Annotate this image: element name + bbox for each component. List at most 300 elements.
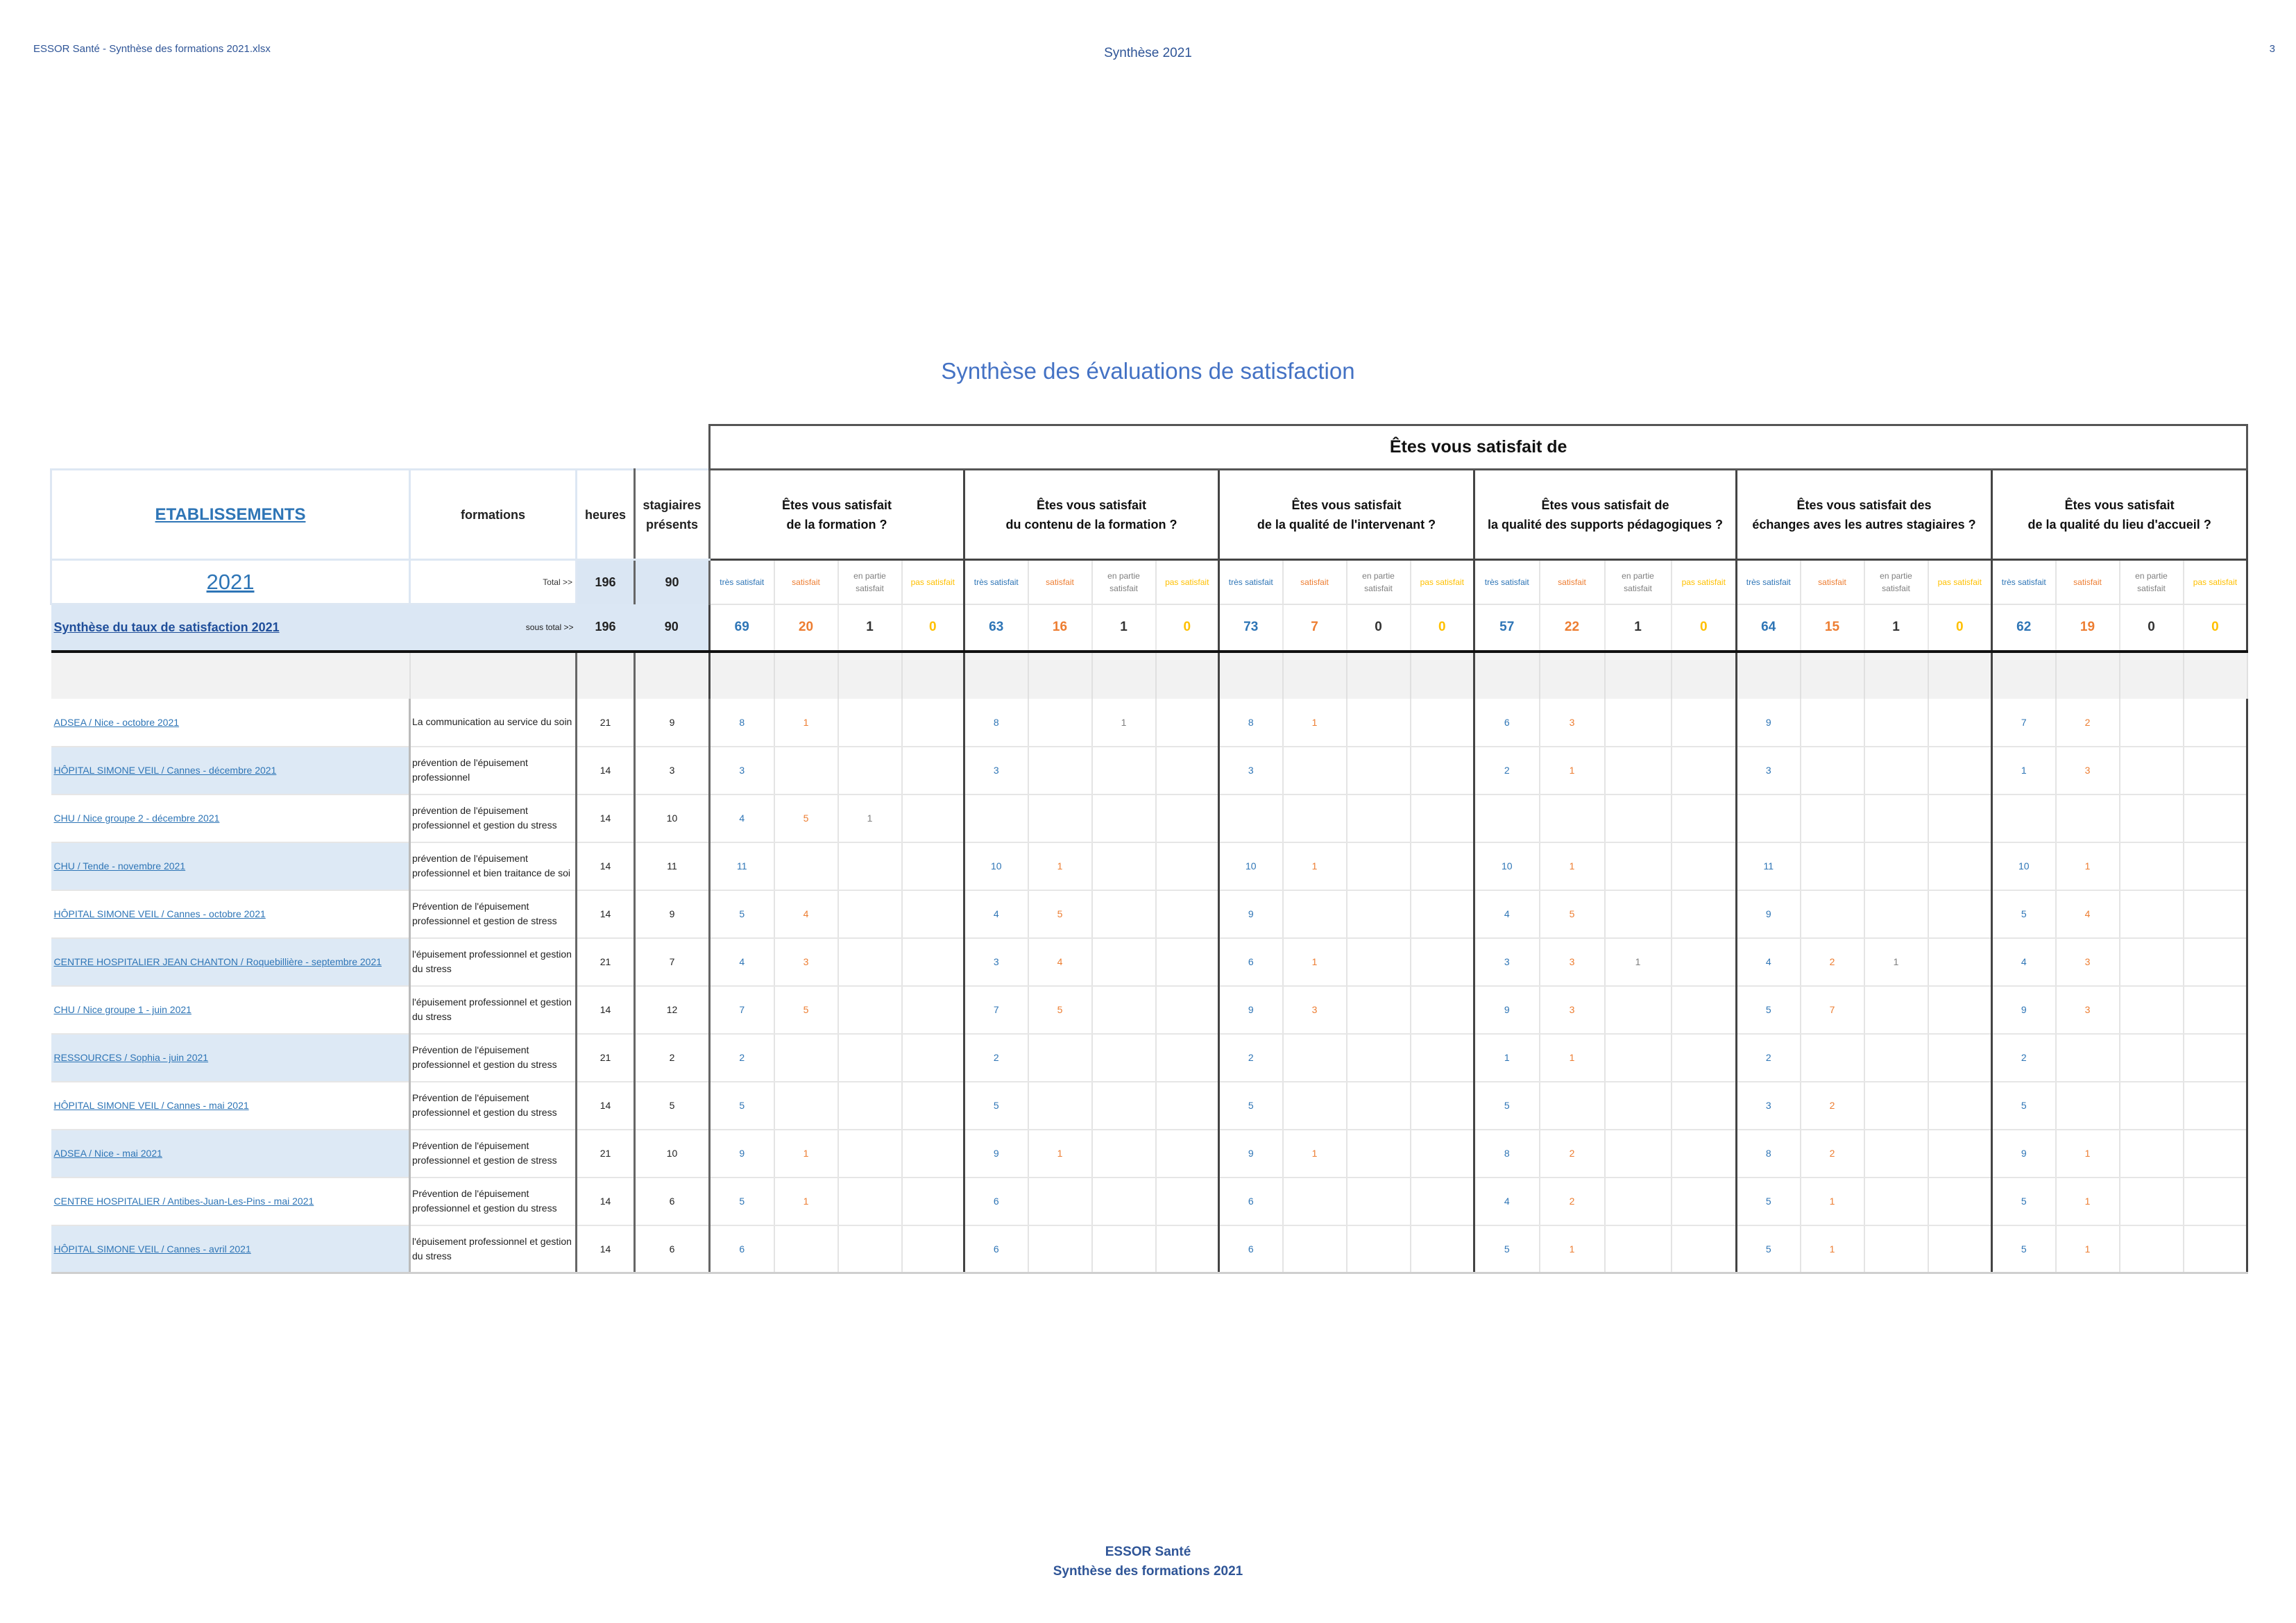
rating-count xyxy=(1347,699,1411,747)
rating-count xyxy=(1156,699,1219,747)
spacer-cell xyxy=(2056,652,2120,699)
heures-cell: 14 xyxy=(577,986,635,1034)
rating-count: 1 xyxy=(2056,842,2120,890)
synthesis-value: 0 xyxy=(1156,604,1219,652)
stagiaires-cell: 5 xyxy=(635,1082,710,1130)
rating-count xyxy=(902,1082,964,1130)
rating-count: 5 xyxy=(710,890,774,938)
rating-count xyxy=(1672,1130,1737,1178)
rating-count: 10 xyxy=(1474,842,1540,890)
rating-count: 2 xyxy=(1737,1034,1801,1082)
rating-count: 9 xyxy=(1219,986,1283,1034)
synthesis-heures: 196 xyxy=(577,604,635,652)
rating-count xyxy=(1156,794,1219,842)
sous-total-label: sous total >> xyxy=(410,604,577,652)
rating-count: 9 xyxy=(1474,986,1540,1034)
rating-count: 5 xyxy=(710,1178,774,1225)
rating-count xyxy=(1672,794,1737,842)
rating-count xyxy=(1411,986,1474,1034)
rating-count xyxy=(902,1034,964,1082)
heures-cell: 14 xyxy=(577,842,635,890)
rating-count xyxy=(902,1225,964,1273)
table-row xyxy=(51,1178,2247,1225)
rating-count xyxy=(2120,1082,2184,1130)
rating-count xyxy=(1283,1178,1347,1225)
question-header: Êtes vous satisfait de la formation ? xyxy=(710,470,964,560)
heures-cell: 14 xyxy=(577,1225,635,1273)
rating-count xyxy=(1347,986,1411,1034)
rating-count: 11 xyxy=(710,842,774,890)
rating-count xyxy=(1605,986,1672,1034)
rating-count xyxy=(902,794,964,842)
table-row xyxy=(51,747,2247,794)
spacer-cell xyxy=(1283,652,1347,699)
rating-count xyxy=(1540,1082,1605,1130)
establishment-cell xyxy=(51,842,410,890)
rating-count xyxy=(838,1178,902,1225)
rating-count: 1 xyxy=(1605,938,1672,986)
table-caption: Êtes vous satisfait de xyxy=(710,425,2247,470)
rating-count xyxy=(2120,1225,2184,1273)
rating-count: 2 xyxy=(1801,938,1864,986)
rating-count xyxy=(1092,938,1156,986)
rating-count xyxy=(1672,842,1737,890)
rating-count xyxy=(1411,1034,1474,1082)
rating-count xyxy=(1928,938,1992,986)
level-label: très satisfait xyxy=(1992,560,2056,604)
rating-count xyxy=(1156,1082,1219,1130)
rating-count xyxy=(1028,1082,1092,1130)
rating-count: 6 xyxy=(1219,938,1283,986)
rating-count xyxy=(1928,842,1992,890)
rating-count xyxy=(1672,1225,1737,1273)
establishment-cell xyxy=(51,794,410,842)
synthesis-value: 15 xyxy=(1801,604,1864,652)
rating-count: 3 xyxy=(2056,986,2120,1034)
establishment-link[interactable]: CENTRE HOSPITALIER / Antibes-Juan-Les-Pins - mai 2021 xyxy=(53,1196,314,1207)
establishment-link[interactable]: HÔPITAL SIMONE VEIL / Cannes - décembre 2021 xyxy=(53,765,277,776)
rating-count: 2 xyxy=(1474,747,1540,794)
formation-cell: Prévention de l'épuisement professionnel et gestion du stress xyxy=(410,1082,577,1130)
establishment-cell xyxy=(51,890,410,938)
rating-count: 1 xyxy=(2056,1178,2120,1225)
rating-count xyxy=(1801,890,1864,938)
rating-count xyxy=(1347,1130,1411,1178)
rating-count: 9 xyxy=(964,1130,1028,1178)
establishment-link[interactable]: CHU / Tende - novembre 2021 xyxy=(53,860,186,872)
stagiaires-cell: 12 xyxy=(635,986,710,1034)
rating-count: 3 xyxy=(2056,938,2120,986)
rating-count: 1 xyxy=(1283,699,1347,747)
spacer-cell xyxy=(838,652,902,699)
rating-count: 11 xyxy=(1737,842,1801,890)
rating-count xyxy=(1672,890,1737,938)
spacer-cell xyxy=(2184,652,2247,699)
rating-count: 3 xyxy=(1283,986,1347,1034)
rating-count xyxy=(2184,1130,2247,1178)
rating-count xyxy=(1605,699,1672,747)
rating-count xyxy=(1092,986,1156,1034)
rating-count: 6 xyxy=(964,1225,1028,1273)
rating-count: 5 xyxy=(1219,1082,1283,1130)
rating-count xyxy=(1605,1082,1672,1130)
rating-count xyxy=(1672,747,1737,794)
rating-count xyxy=(1347,938,1411,986)
rating-count: 5 xyxy=(1992,1178,2056,1225)
rating-count xyxy=(1347,842,1411,890)
rating-count xyxy=(1801,1034,1864,1082)
rating-count: 4 xyxy=(710,938,774,986)
table-row xyxy=(51,1034,2247,1082)
rating-count: 3 xyxy=(1474,938,1540,986)
establishment-link[interactable]: CHU / Nice groupe 2 - décembre 2021 xyxy=(53,813,220,824)
formation-cell: Prévention de l'épuisement professionnel et gestion du stress xyxy=(410,1034,577,1082)
question-header: Êtes vous satisfait du contenu de la formation ? xyxy=(964,470,1219,560)
rating-count: 1 xyxy=(774,1178,838,1225)
rating-count xyxy=(1474,794,1540,842)
rating-count xyxy=(838,699,902,747)
rating-count xyxy=(1864,747,1928,794)
stagiaires-cell: 9 xyxy=(635,699,710,747)
rating-count xyxy=(1605,1225,1672,1273)
rating-count xyxy=(2056,1082,2120,1130)
rating-count xyxy=(2120,986,2184,1034)
establishment-cell xyxy=(51,986,410,1034)
rating-count xyxy=(1028,699,1092,747)
rating-count xyxy=(1411,938,1474,986)
year-link[interactable]: 2021 xyxy=(206,569,255,594)
table-row xyxy=(51,890,2247,938)
rating-count xyxy=(1672,986,1737,1034)
synthesis-value: 7 xyxy=(1283,604,1347,652)
rating-count xyxy=(2184,842,2247,890)
rating-count: 5 xyxy=(1737,1178,1801,1225)
heures-cell: 14 xyxy=(577,1082,635,1130)
heures-cell: 14 xyxy=(577,794,635,842)
rating-count: 10 xyxy=(1219,842,1283,890)
level-label: satisfait xyxy=(774,560,838,604)
rating-count: 1 xyxy=(1540,842,1605,890)
rating-count: 2 xyxy=(1992,1034,2056,1082)
synthesis-value: 1 xyxy=(1092,604,1156,652)
rating-count xyxy=(1156,747,1219,794)
rating-count: 5 xyxy=(1540,890,1605,938)
rating-count xyxy=(1864,1082,1928,1130)
stagiaires-cell: 6 xyxy=(635,1178,710,1225)
heures-cell: 14 xyxy=(577,747,635,794)
rating-count: 3 xyxy=(1540,699,1605,747)
spacer-cell xyxy=(410,652,577,699)
rating-count xyxy=(902,699,964,747)
establishment-cell xyxy=(51,1082,410,1130)
rating-count: 7 xyxy=(964,986,1028,1034)
rating-count xyxy=(1347,1178,1411,1225)
heures-cell: 21 xyxy=(577,1130,635,1178)
table-row xyxy=(51,986,2247,1034)
rating-count: 1 xyxy=(1801,1225,1864,1273)
synthesis-value: 57 xyxy=(1474,604,1540,652)
rating-count xyxy=(2120,890,2184,938)
level-label: pas satisfait xyxy=(1672,560,1737,604)
rating-count: 2 xyxy=(1540,1130,1605,1178)
rating-count: 2 xyxy=(1219,1034,1283,1082)
establishment-link[interactable]: CENTRE HOSPITALIER JEAN CHANTON / Roquebillière - septembre 2021 xyxy=(53,956,382,967)
rating-count: 4 xyxy=(1028,938,1092,986)
rating-count xyxy=(1028,747,1092,794)
formation-cell: prévention de l'épuisement professionnel xyxy=(410,747,577,794)
page-header-title: Synthèse 2021 xyxy=(1104,46,1192,60)
question-header: Êtes vous satisfait de la qualité des supports pédagogiques ? xyxy=(1474,470,1737,560)
rating-count xyxy=(1092,1082,1156,1130)
total-heures: 196 xyxy=(577,560,635,604)
rating-count xyxy=(2184,890,2247,938)
synthesis-value: 64 xyxy=(1737,604,1801,652)
level-label: très satisfait xyxy=(1737,560,1801,604)
establishment-link[interactable]: HÔPITAL SIMONE VEIL / Cannes - avril 2021 xyxy=(53,1243,251,1255)
establishment-link[interactable]: HÔPITAL SIMONE VEIL / Cannes - octobre 2021 xyxy=(53,908,266,919)
level-label: pas satisfait xyxy=(1928,560,1992,604)
establishment-link[interactable]: ADSEA / Nice - octobre 2021 xyxy=(53,716,180,728)
establishment-link[interactable]: CHU / Nice groupe 1 - juin 2021 xyxy=(53,1004,192,1015)
rating-count xyxy=(1283,794,1347,842)
establishment-link[interactable]: ADSEA / Nice - mai 2021 xyxy=(53,1148,162,1159)
rating-count: 5 xyxy=(1737,986,1801,1034)
rating-count: 3 xyxy=(964,747,1028,794)
rating-count: 5 xyxy=(1992,1225,2056,1273)
establishment-cell xyxy=(51,1178,410,1225)
synthesis-value: 73 xyxy=(1219,604,1283,652)
rating-count xyxy=(1347,747,1411,794)
rating-count xyxy=(1928,1225,1992,1273)
rating-count xyxy=(1347,794,1411,842)
establishment-cell xyxy=(51,938,410,986)
rating-count xyxy=(1928,1178,1992,1225)
rating-count xyxy=(2184,1034,2247,1082)
rating-count xyxy=(838,986,902,1034)
stagiaires-cell: 9 xyxy=(635,890,710,938)
rating-count xyxy=(1156,1178,1219,1225)
page-number: 3 xyxy=(2269,43,2275,55)
rating-count: 4 xyxy=(710,794,774,842)
rating-count: 4 xyxy=(1737,938,1801,986)
spacer-cell xyxy=(2120,652,2184,699)
rating-count xyxy=(1737,794,1801,842)
rating-count xyxy=(2184,938,2247,986)
rating-count xyxy=(2120,1130,2184,1178)
rating-count: 10 xyxy=(1992,842,2056,890)
rating-count: 6 xyxy=(710,1225,774,1273)
rating-count xyxy=(1092,1178,1156,1225)
rating-count xyxy=(1411,699,1474,747)
rating-count: 1 xyxy=(1092,699,1156,747)
rating-count xyxy=(2120,1178,2184,1225)
establishments-link[interactable]: ETABLISSEMENTS xyxy=(155,504,306,524)
heures-cell: 21 xyxy=(577,699,635,747)
rating-count xyxy=(1411,1178,1474,1225)
synthesis-value: 69 xyxy=(710,604,774,652)
table-row xyxy=(51,1130,2247,1178)
level-label: très satisfait xyxy=(1474,560,1540,604)
rating-count xyxy=(1928,747,1992,794)
rating-count: 5 xyxy=(1474,1082,1540,1130)
synthesis-value: 1 xyxy=(1605,604,1672,652)
stagiaires-cell: 10 xyxy=(635,794,710,842)
rating-count xyxy=(2184,794,2247,842)
rating-count: 8 xyxy=(1219,699,1283,747)
formation-cell: Prévention de l'épuisement professionnel et gestion de stress xyxy=(410,890,577,938)
rating-count xyxy=(2120,842,2184,890)
rating-count: 5 xyxy=(1028,890,1092,938)
establishment-cell xyxy=(51,1225,410,1273)
rating-count xyxy=(2120,794,2184,842)
report-title: Synthèse des évaluations de satisfaction xyxy=(941,358,1355,384)
rating-count xyxy=(1928,1082,1992,1130)
level-label: en partie satisfait xyxy=(1864,560,1928,604)
rating-count: 1 xyxy=(1801,1178,1864,1225)
rating-count: 5 xyxy=(1992,1082,2056,1130)
rating-count xyxy=(1347,890,1411,938)
rating-count: 6 xyxy=(1474,699,1540,747)
rating-count xyxy=(1092,1034,1156,1082)
rating-count: 1 xyxy=(838,794,902,842)
rating-count xyxy=(964,794,1028,842)
rating-count xyxy=(1928,699,1992,747)
level-label: satisfait xyxy=(1028,560,1092,604)
rating-count xyxy=(838,1130,902,1178)
rating-count xyxy=(1540,794,1605,842)
level-label: en partie satisfait xyxy=(1347,560,1411,604)
synthesis-stagiaires: 90 xyxy=(635,604,710,652)
synthesis-value: 62 xyxy=(1992,604,2056,652)
formation-cell: prévention de l'épuisement professionnel et bien traitance de soi xyxy=(410,842,577,890)
rating-count: 2 xyxy=(1801,1130,1864,1178)
rating-count xyxy=(1347,1082,1411,1130)
table-row xyxy=(51,1225,2247,1273)
rating-count xyxy=(838,1225,902,1273)
rating-count xyxy=(1283,1225,1347,1273)
rating-count: 1 xyxy=(1028,1130,1092,1178)
rating-count xyxy=(1992,794,2056,842)
rating-count: 9 xyxy=(1737,890,1801,938)
rating-count: 9 xyxy=(710,1130,774,1178)
spacer-cell xyxy=(1737,652,1801,699)
level-label: très satisfait xyxy=(964,560,1028,604)
heures-cell: 21 xyxy=(577,1034,635,1082)
establishment-link[interactable]: HÔPITAL SIMONE VEIL / Cannes - mai 2021 xyxy=(53,1100,249,1111)
spacer-cell xyxy=(1672,652,1737,699)
synthesis-value: 0 xyxy=(2120,604,2184,652)
rating-count xyxy=(1605,842,1672,890)
synthesis-value: 0 xyxy=(1672,604,1737,652)
spacer-cell xyxy=(1540,652,1605,699)
stagiaires-cell: 2 xyxy=(635,1034,710,1082)
rating-count: 6 xyxy=(1219,1225,1283,1273)
rating-count: 1 xyxy=(1864,938,1928,986)
synthesis-value: 0 xyxy=(902,604,964,652)
rating-count xyxy=(1092,1130,1156,1178)
rating-count xyxy=(2120,938,2184,986)
rating-count xyxy=(1801,699,1864,747)
rating-count xyxy=(1028,1034,1092,1082)
synthesis-value: 20 xyxy=(774,604,838,652)
rating-count xyxy=(1156,1225,1219,1273)
rating-count xyxy=(1411,1082,1474,1130)
spacer-cell xyxy=(577,652,635,699)
rating-count xyxy=(1864,699,1928,747)
rating-count xyxy=(1864,1225,1928,1273)
spacer-cell xyxy=(1028,652,1092,699)
rating-count: 1 xyxy=(1283,842,1347,890)
rating-count xyxy=(1411,747,1474,794)
rating-count xyxy=(1092,842,1156,890)
rating-count xyxy=(1411,1225,1474,1273)
synthesis-value: 1 xyxy=(838,604,902,652)
formation-cell: l'épuisement professionnel et gestion du stress xyxy=(410,986,577,1034)
rating-count: 5 xyxy=(964,1082,1028,1130)
rating-count: 3 xyxy=(710,747,774,794)
rating-count: 5 xyxy=(1737,1225,1801,1273)
rating-count xyxy=(1156,1034,1219,1082)
rating-count xyxy=(2120,1034,2184,1082)
rating-count xyxy=(1283,890,1347,938)
rating-count: 7 xyxy=(710,986,774,1034)
table-row xyxy=(51,699,2247,747)
synthesis-value: 22 xyxy=(1540,604,1605,652)
rating-count xyxy=(2120,747,2184,794)
spacer-cell xyxy=(51,652,410,699)
rating-count xyxy=(1411,890,1474,938)
rating-count xyxy=(1156,986,1219,1034)
establishment-cell xyxy=(51,1130,410,1178)
rating-count: 1 xyxy=(774,699,838,747)
synthesis-link[interactable]: Synthèse du taux de satisfaction 2021 xyxy=(53,620,280,634)
rating-count xyxy=(1605,794,1672,842)
rating-count xyxy=(1092,794,1156,842)
stagiaires-cell: 11 xyxy=(635,842,710,890)
rating-count xyxy=(2184,1225,2247,1273)
establishment-link[interactable]: RESSOURCES / Sophia - juin 2021 xyxy=(53,1052,209,1063)
rating-count: 1 xyxy=(1028,842,1092,890)
rating-count xyxy=(1672,1178,1737,1225)
level-label: pas satisfait xyxy=(902,560,964,604)
table-row xyxy=(51,1082,2247,1130)
rating-count: 9 xyxy=(1992,986,2056,1034)
rating-count: 1 xyxy=(1992,747,2056,794)
rating-count xyxy=(774,1082,838,1130)
spacer-cell xyxy=(1156,652,1219,699)
rating-count xyxy=(1028,1225,1092,1273)
rating-count xyxy=(838,1082,902,1130)
rating-count: 5 xyxy=(1992,890,2056,938)
level-label: en partie satisfait xyxy=(1605,560,1672,604)
rating-count: 9 xyxy=(1219,1130,1283,1178)
stagiaires-cell: 6 xyxy=(635,1225,710,1273)
rating-count: 4 xyxy=(774,890,838,938)
rating-count: 4 xyxy=(1992,938,2056,986)
rating-count xyxy=(1605,1034,1672,1082)
rating-count xyxy=(2120,699,2184,747)
synthesis-value: 0 xyxy=(1347,604,1411,652)
rating-count xyxy=(1801,842,1864,890)
spacer-cell xyxy=(1474,652,1540,699)
spacer-cell xyxy=(1219,652,1283,699)
rating-count: 1 xyxy=(1540,747,1605,794)
rating-count xyxy=(2056,1034,2120,1082)
rating-count: 3 xyxy=(964,938,1028,986)
rating-count xyxy=(1092,747,1156,794)
rating-count xyxy=(1864,1130,1928,1178)
rating-count: 4 xyxy=(964,890,1028,938)
